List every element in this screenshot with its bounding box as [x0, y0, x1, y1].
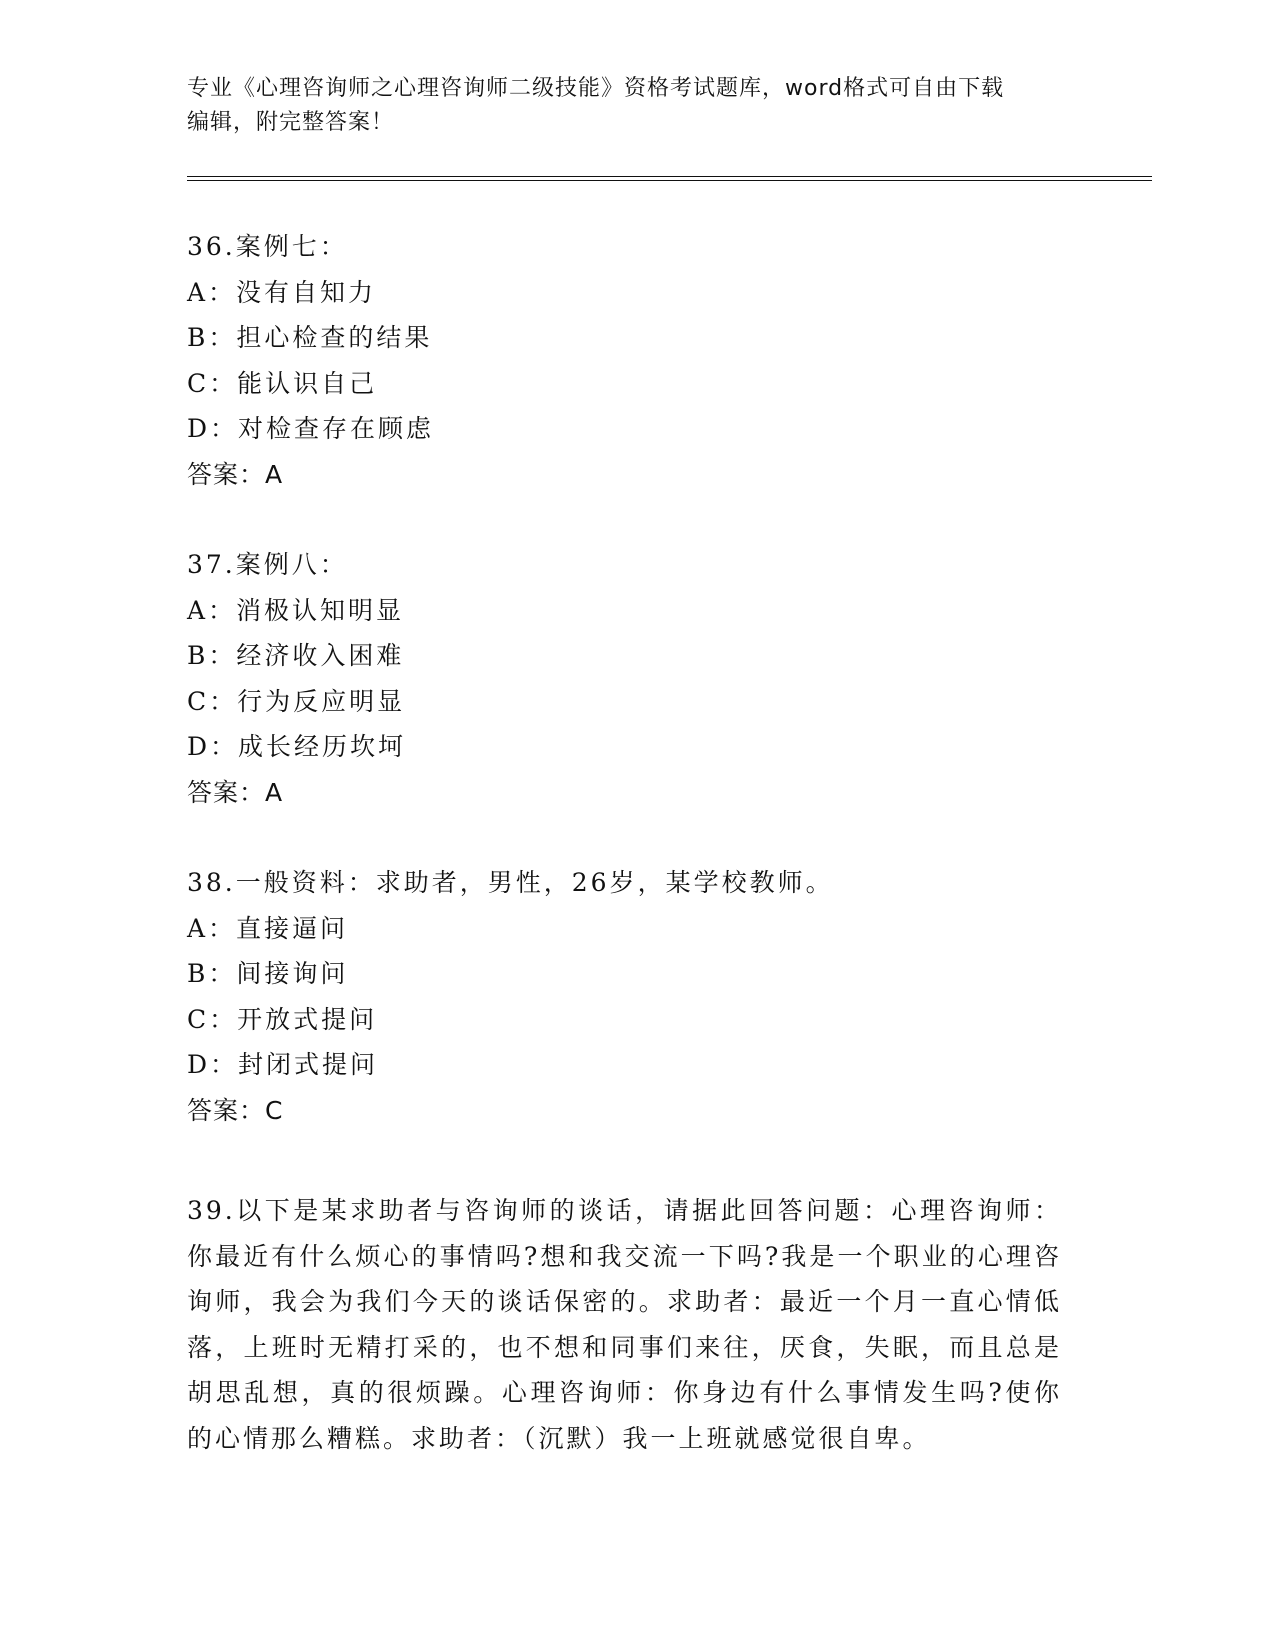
- document-header: [187, 72, 1087, 140]
- option-c: C：开放式提问: [187, 1004, 378, 1034]
- question-title: 38.一般资料：求助者，男性，26岁，某学校教师。: [187, 868, 834, 897]
- question-title: 37.案例八：: [187, 550, 348, 579]
- option-b: B：间接询问: [187, 959, 349, 988]
- option-b: B：担心检查的结果: [187, 323, 433, 352]
- answer-line: 答案：C: [187, 1095, 284, 1125]
- option-a: A：没有自知力: [187, 277, 377, 307]
- header-line-2: 编辑，附完整答案！: [187, 110, 395, 135]
- answer-line: 答案：A: [187, 777, 284, 807]
- option-d: D：封闭式提问: [187, 1050, 379, 1079]
- question-37: [187, 542, 1057, 815]
- header-divider: [187, 176, 1152, 181]
- option-d: D：对检查存在顾虑: [187, 414, 435, 443]
- option-d: D：成长经历坎坷: [187, 732, 407, 761]
- option-a: A：消极认知明显: [187, 595, 405, 625]
- question-36: [187, 224, 1057, 497]
- header-line-1: 专业《心理咨询师之心理咨询师二级技能》资格考试题库，word格式可自由下载: [187, 76, 1005, 101]
- question-39-text: 39.以下是某求助者与咨询师的谈话，请据此回答问题：心理咨询师：你最近有什么烦心的事情吗?想和我交流一下吗?我是一个职业的心理咨询师，我会为我们今天的谈话保密的。求助者：最近一个月一直心情低落，上班时无精打采的，也不想和同事们来往，厌食，失眠，而且总是胡思乱想，真的很烦躁。心理咨询师：你身边有什么事情发生吗?使你的心情那么糟糕。求助者：（沉默）我一上班就感觉很自卑。: [187, 1196, 1062, 1453]
- option-a: A：直接逼问: [187, 913, 349, 943]
- option-c: C：行为反应明显: [187, 686, 406, 716]
- question-title: 36.案例七：: [187, 232, 348, 261]
- answer-line: 答案：A: [187, 459, 284, 489]
- option-c: C：能认识自己: [187, 368, 378, 398]
- option-b: B：经济收入困难: [187, 641, 405, 670]
- question-38: [187, 860, 1057, 1133]
